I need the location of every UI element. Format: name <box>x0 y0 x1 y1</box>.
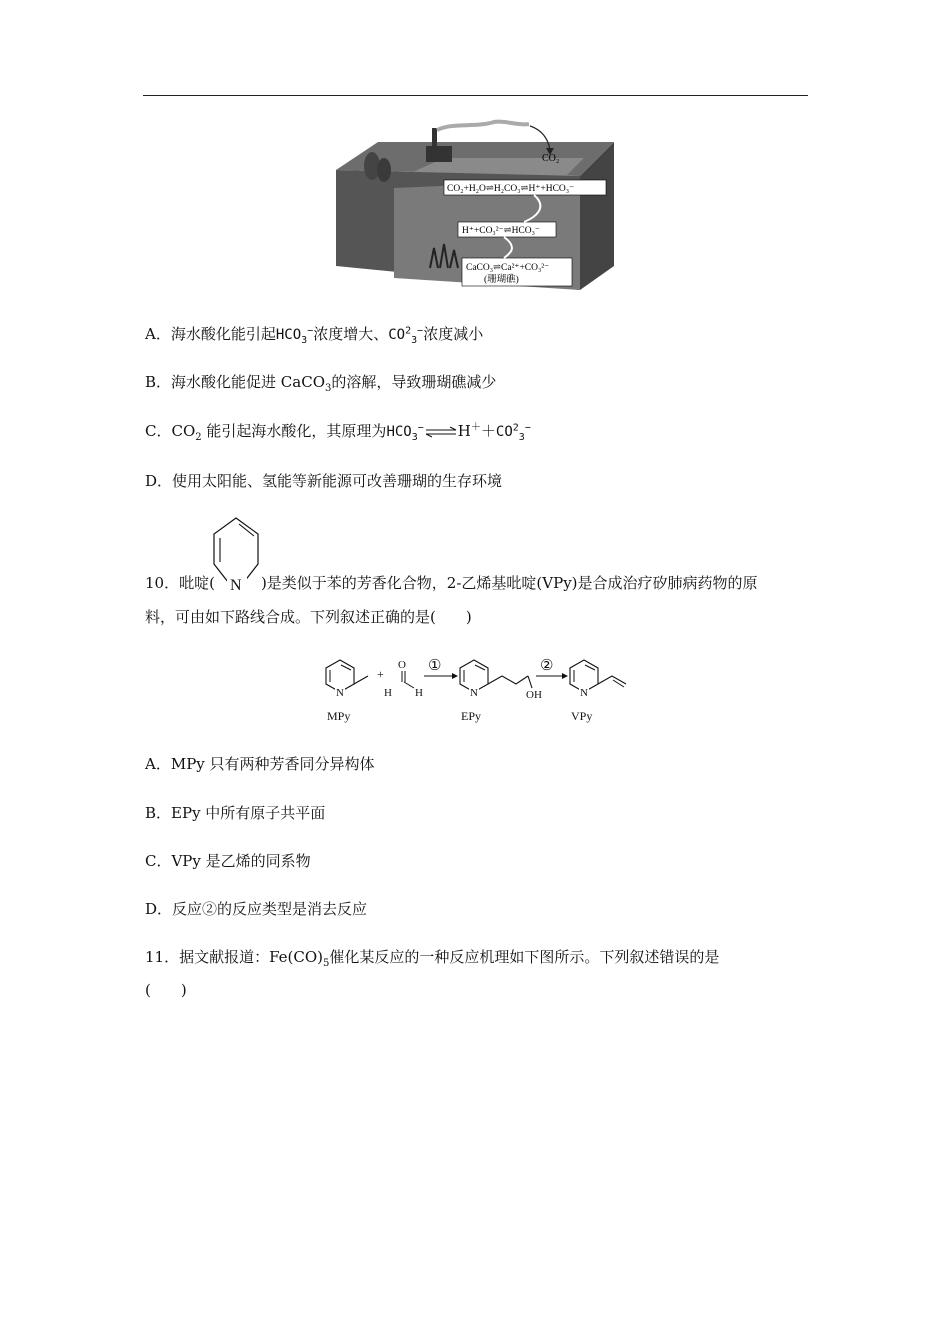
bicarbonate-ion: $HCO_3^-$ <box>275 325 314 346</box>
vpy-structure <box>570 660 626 699</box>
svg-text:OH: OH <box>526 689 542 701</box>
carbonate-ion: $CO^2_3^-$ <box>388 325 424 346</box>
svg-text:N: N <box>336 687 344 699</box>
q10-option-a[interactable]: A．MPy 只有两种芳香同分异构体 <box>145 755 375 773</box>
equation-1: CO₂+H₂O⇌H₂CO₃⇌H⁺+HCO₃⁻ <box>447 184 575 194</box>
plus-sign: + <box>377 667 384 681</box>
q10-stem-line2: 料，可由如下路线合成。下列叙述正确的是( ) <box>145 608 472 626</box>
bicarbonate-ion: $HCO_3^-$ <box>386 422 424 443</box>
synthesis-scheme <box>322 652 632 732</box>
mpy-structure <box>326 660 368 699</box>
q11-answer-paren: ( ) <box>145 981 187 999</box>
step-2-label: ② <box>540 658 554 674</box>
tree <box>377 158 391 182</box>
header-rule <box>143 95 808 96</box>
formaldehyde-structure <box>384 659 423 699</box>
factory <box>426 146 452 162</box>
epy-structure <box>460 660 542 701</box>
q10-stem-line1: 10．吡啶( )是类似于苯的芳香化合物，2-乙烯基吡啶(VPy)是合成治疗矽肺病药物的原 <box>145 574 758 592</box>
q9-option-d[interactable]: D．使用太阳能、氢能等新能源可改善珊瑚的生存环境 <box>145 472 503 490</box>
chimney <box>432 128 437 148</box>
q11-stem: 11．据文献报道：$Fe(CO)_5$催化某反应的一种反应机理如下图所示。下列叙述错误的是 <box>145 948 720 969</box>
nitrogen-atom: N <box>230 577 242 594</box>
coral-label: (珊瑚礁) <box>484 275 519 285</box>
svg-text:H: H <box>384 687 392 699</box>
step-1-label: ① <box>428 658 442 674</box>
svg-text:N: N <box>580 687 588 699</box>
q9-option-b[interactable]: B．海水酸化能促进 CaCO$_3$的溶解，导致珊瑚礁减少 <box>145 373 497 394</box>
equation-3: CaCO₃⇌Ca²⁺+CO₃²⁻ <box>466 263 550 273</box>
equilibrium-arrow-icon <box>424 426 458 438</box>
svg-text:N: N <box>470 687 478 699</box>
svg-text:O: O <box>398 659 406 671</box>
smoke <box>437 122 529 130</box>
epy-label: EPy <box>461 709 482 723</box>
q9-option-c[interactable]: C．$CO_2$ 能引起海水酸化，其原理为$HCO_3^-$ $H^++CO^2_3^-$ <box>145 422 531 443</box>
q10-option-b[interactable]: B．EPy 中所有原子共平面 <box>145 804 326 822</box>
ocean-acidification-figure <box>334 118 616 296</box>
q10-option-d[interactable]: D．反应②的反应类型是消去反应 <box>145 900 368 918</box>
carbonate-ion: $CO^2_3^-$ <box>495 422 531 443</box>
vpy-label: VPy <box>571 709 593 723</box>
q9-option-a[interactable]: A．海水酸化能引起$HCO_3^-$浓度增大、$CO^2_3^-$浓度减小 <box>145 325 484 346</box>
co2-label: CO₂ <box>542 153 560 164</box>
q10-option-c[interactable]: C．VPy 是乙烯的同系物 <box>145 852 311 870</box>
svg-text:H: H <box>415 687 423 699</box>
equation-2: H⁺+CO₃²⁻⇌HCO₃⁻ <box>462 226 540 236</box>
pyridine-structure <box>210 512 266 598</box>
mpy-label: MPy <box>327 709 351 723</box>
